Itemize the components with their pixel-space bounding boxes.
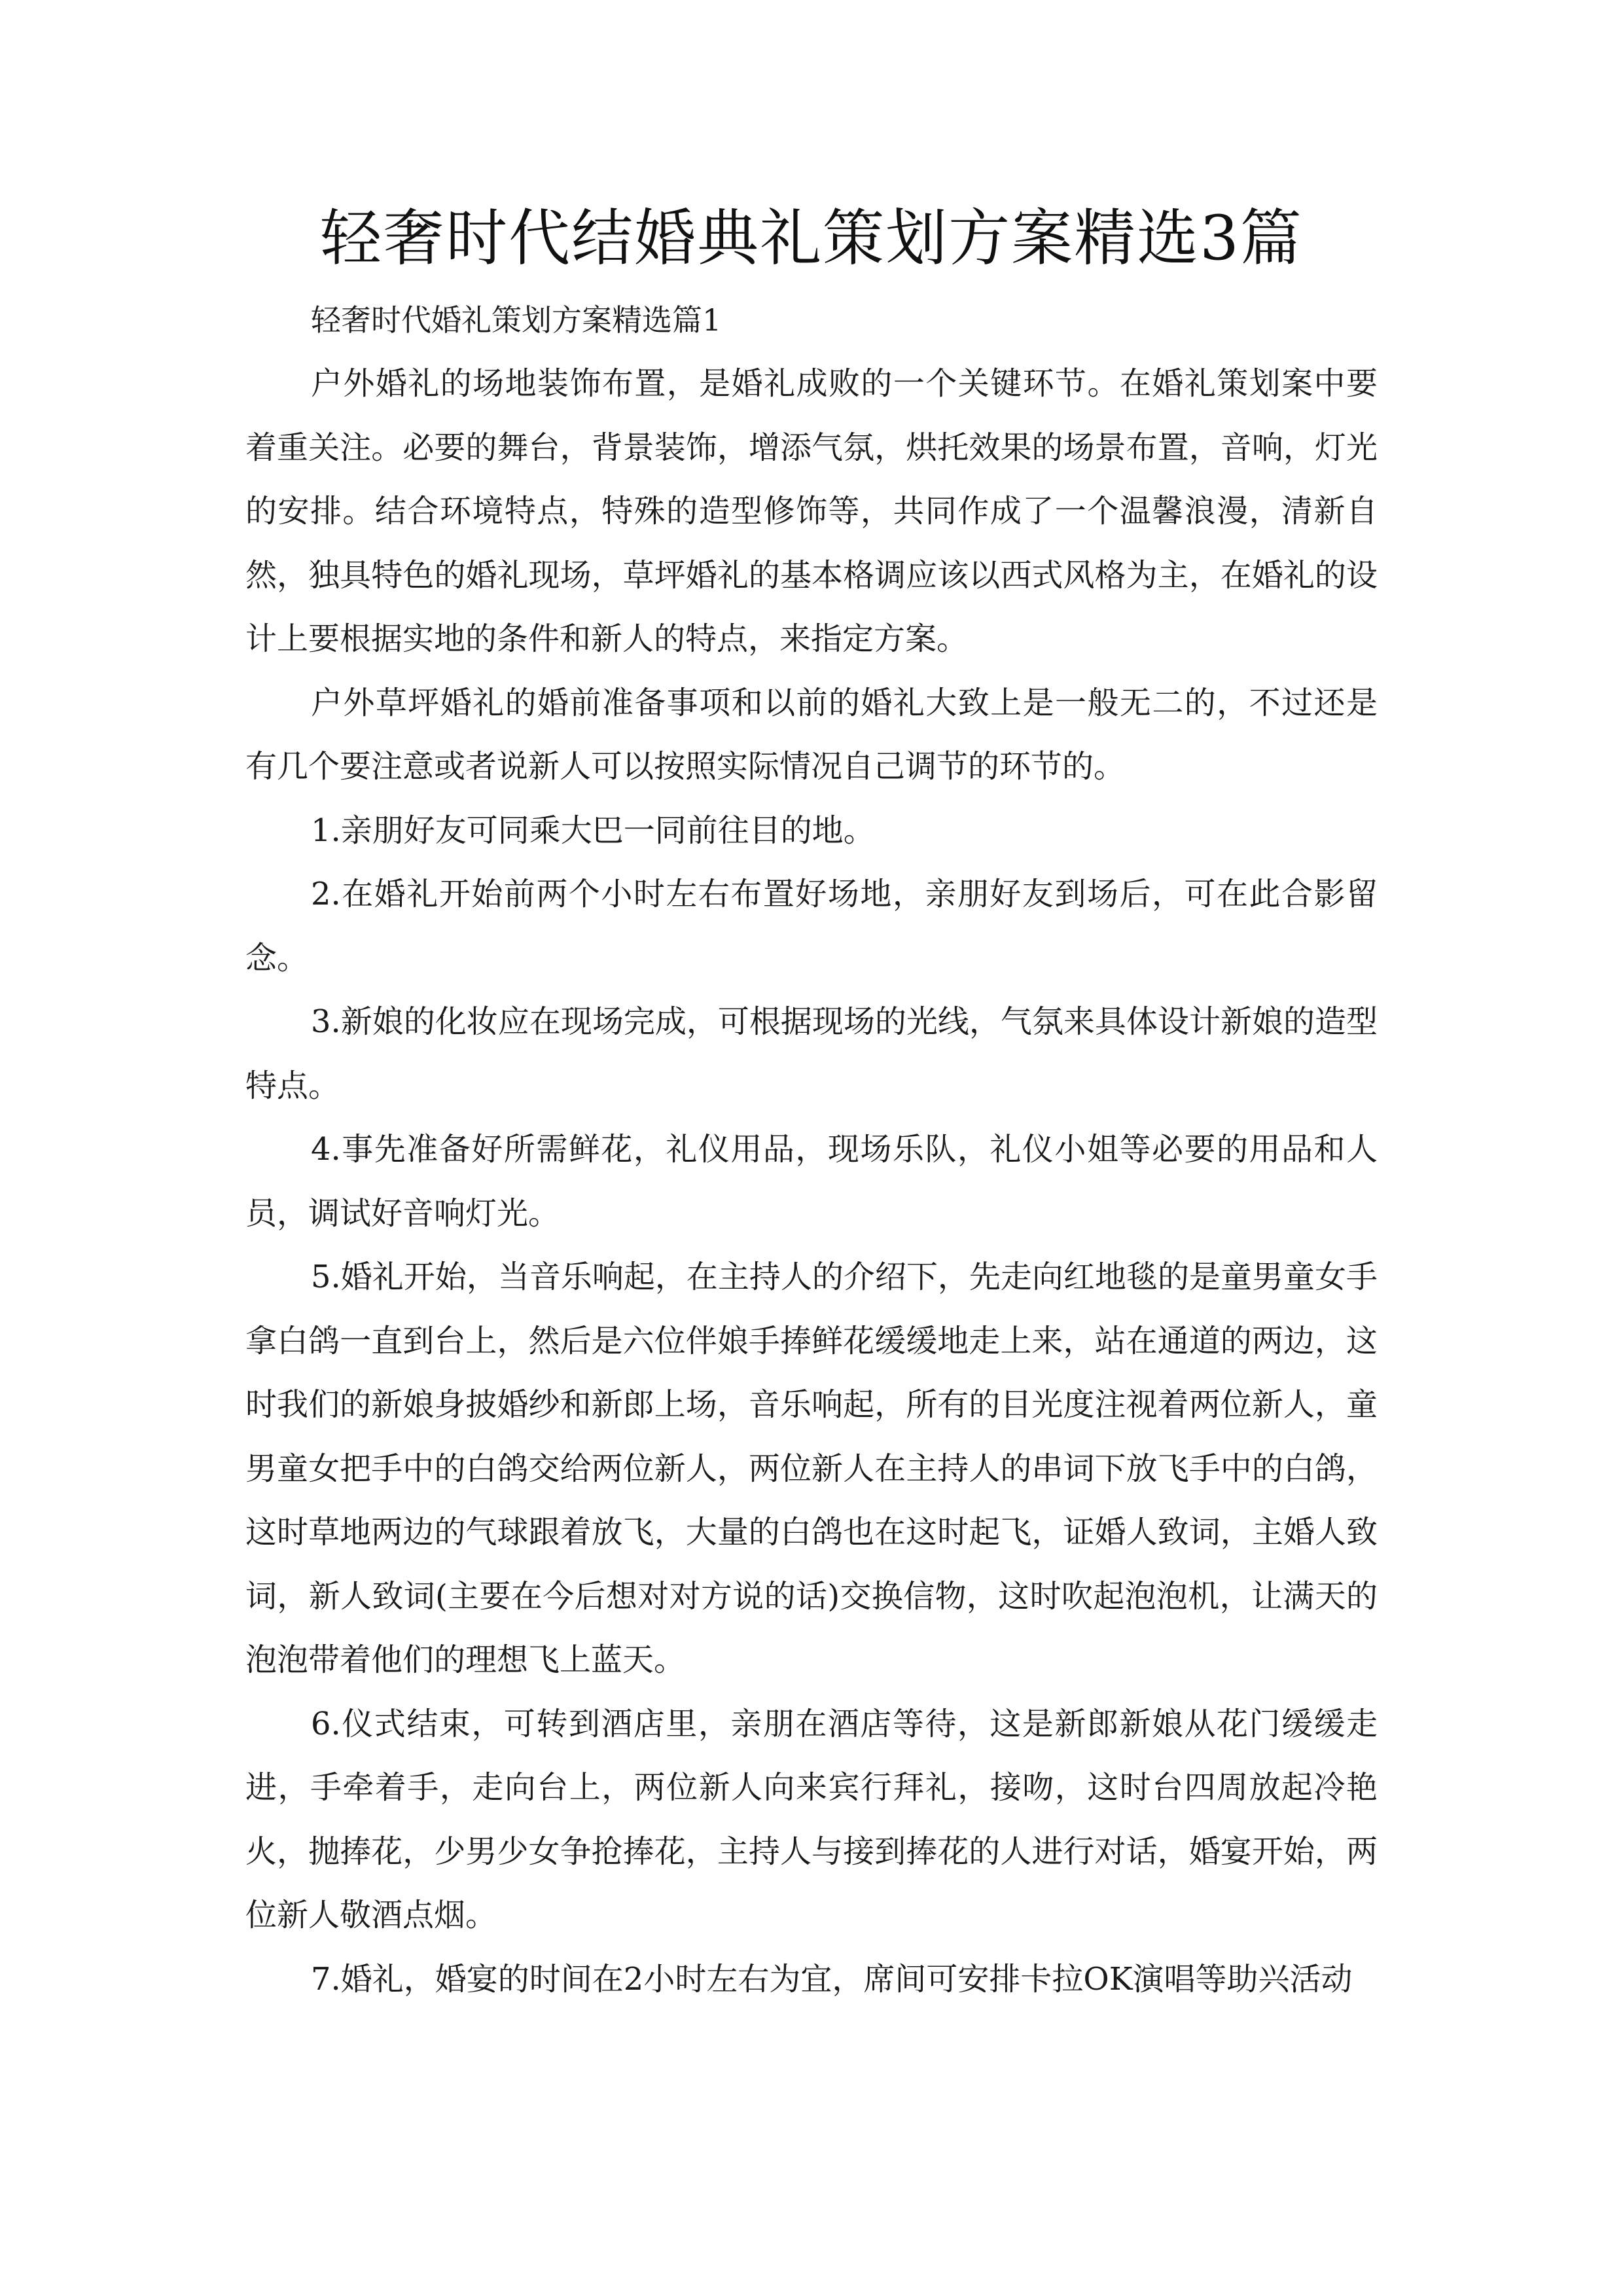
paragraph-item-1: 1.亲朋好友可同乘大巴一同前往目的地。 (311, 812, 875, 849)
section-heading: 轻奢时代婚礼策划方案精选篇1 (311, 302, 722, 338)
document-body (245, 190, 1378, 2011)
paragraph-item-3: 3.新娘的化妆应在现场完成，可根据现场的光线，气氛来具体设计新娘的造型特点。 (245, 1003, 1378, 1104)
paragraph-item-2: 2.在婚礼开始前两个小时左右布置好场地，亲朋好友到场后，可在此合影留念。 (245, 876, 1378, 977)
document-title: 轻奢时代结婚典礼策划方案精选3篇 (320, 203, 1303, 274)
paragraph-item-5: 5.婚礼开始，当音乐响起，在主持人的介绍下，先走向红地毯的是童男童女手拿白鸽一直到台上，然后是六位伴娘手捧鲜花缓缓地走上来，站在通道的两边，这时我们的新娘身披婚纱和新郎上场，音乐响起，所有的目光度注视着两位新人，童男童女把手中的白鸽交给两位新人，两位新人在主持人的串词下放飞手中的白鸽，这时草地两边的气球跟着放飞，大量的白鸽也在这时起飞，证婚人致词，主婚人致词，新人致词(主要在今后想对对方说的话)交换信物，这时吹起泡泡机，让满天的泡泡带着他们的理想飞上蓝天。 (245, 1259, 1378, 1678)
paragraph-item-6: 6.仪式结束，可转到酒店里，亲朋在酒店等待，这是新郎新娘从花门缓缓走进，手牵着手，走向台上，两位新人向来宾行拜礼，接吻，这时台四周放起冷艳火，抛捧花，少男少女争抢捧花，主持人与接到捧花的人进行对话，婚宴开始，两位新人敬酒点烟。 (245, 1705, 1378, 1933)
paragraph-item-4: 4.事先准备好所需鲜花，礼仪用品，现场乐队，礼仪小姐等必要的用品和人员，调试好音响灯光。 (245, 1131, 1378, 1232)
paragraph-preparation: 户外草坪婚礼的婚前准备事项和以前的婚礼大致上是一般无二的，不过还是有几个要注意或者说新人可以按照实际情况自己调节的环节的。 (245, 684, 1378, 785)
paragraph-intro: 户外婚礼的场地装饰布置，是婚礼成败的一个关键环节。在婚礼策划案中要着重关注。必要的舞台，背景装饰，增添气氛，烘托效果的场景布置，音响，灯光的安排。结合环境特点，特殊的造型修饰等，共同作成了一个温馨浪漫，清新自然，独具特色的婚礼现场，草坪婚礼的基本格调应该以西式风格为主，在婚礼的设计上要根据实地的条件和新人的特点，来指定方案。 (245, 365, 1378, 657)
paragraph-item-7: 7.婚礼，婚宴的时间在2小时左右为宜，席间可安排卡拉OK演唱等助兴活动 (311, 1960, 1353, 1998)
